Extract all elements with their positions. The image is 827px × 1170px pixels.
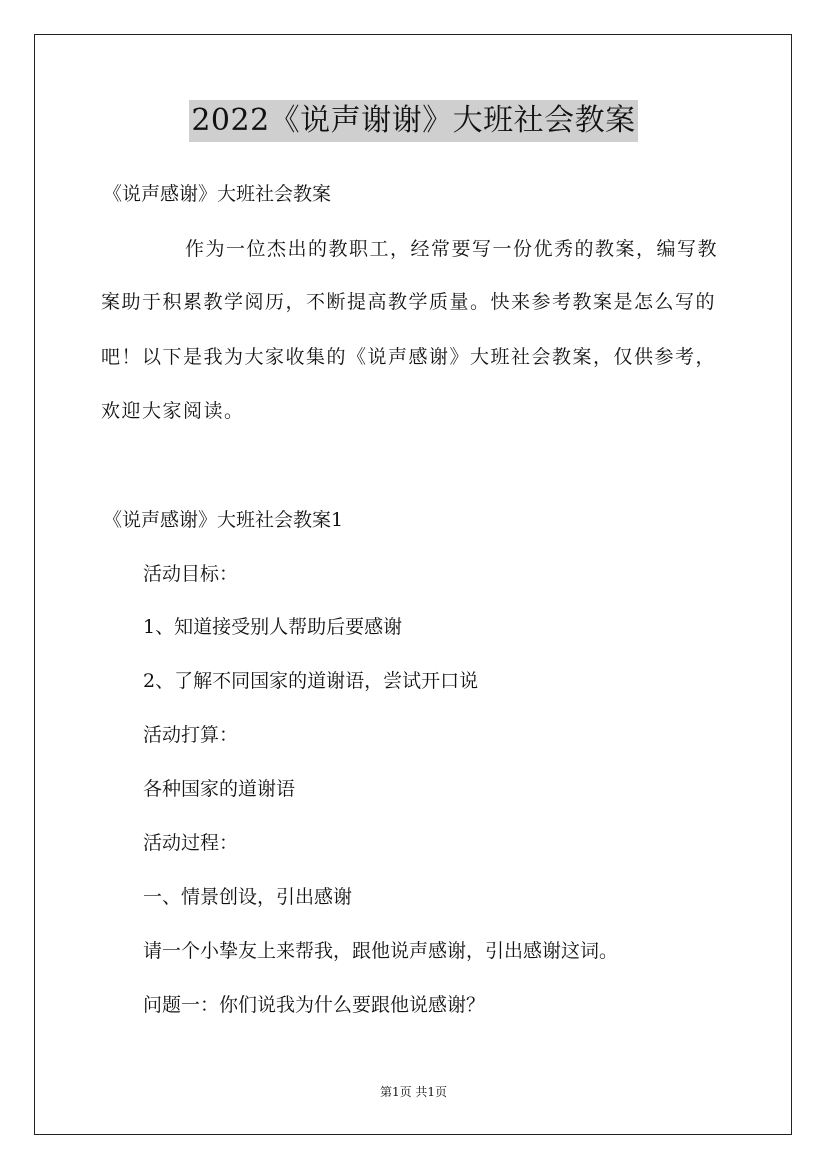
section-heading: 《说声感谢》大班社会教案1 bbox=[103, 509, 344, 531]
body-line-7: 一、情景创设，引出感谢 bbox=[143, 886, 353, 908]
body-line-1: 活动目标： bbox=[143, 563, 239, 585]
title-container bbox=[0, 100, 827, 142]
page-footer: 第1页 共1页 bbox=[379, 1085, 448, 1099]
subtitle: 《说声感谢》大班社会教案 bbox=[103, 183, 332, 205]
body-line-2: 1、知道接受别人帮助后要感谢 bbox=[143, 616, 403, 638]
intro-line-4: 欢迎大家阅读。 bbox=[101, 400, 245, 422]
body-line-5: 各种国家的道谢语 bbox=[143, 778, 296, 800]
body-line-6: 活动过程： bbox=[143, 832, 239, 854]
intro-line-2: 案助于积累教学阅历，不断提高教学质量。快来参考教案是怎么写的 bbox=[101, 291, 717, 313]
body-line-9: 问题一：你们说我为什么要跟他说感谢？ bbox=[143, 994, 486, 1016]
intro-line-1: 作为一位杰出的教职工，经常要写一份优秀的教案，编写教 bbox=[185, 238, 719, 260]
intro-line-3: 吧！以下是我为大家收集的《说声感谢》大班社会教案，仅供参考， bbox=[101, 346, 717, 368]
body-line-4: 活动打算： bbox=[143, 724, 239, 746]
body-line-8: 请一个小挚友上来帮我，跟他说声感谢，引出感谢这词。 bbox=[143, 940, 619, 962]
document-title: 2022《说声谢谢》大班社会教案 bbox=[189, 100, 637, 142]
body-line-3: 2、了解不同国家的道谢语，尝试开口说 bbox=[143, 670, 479, 692]
